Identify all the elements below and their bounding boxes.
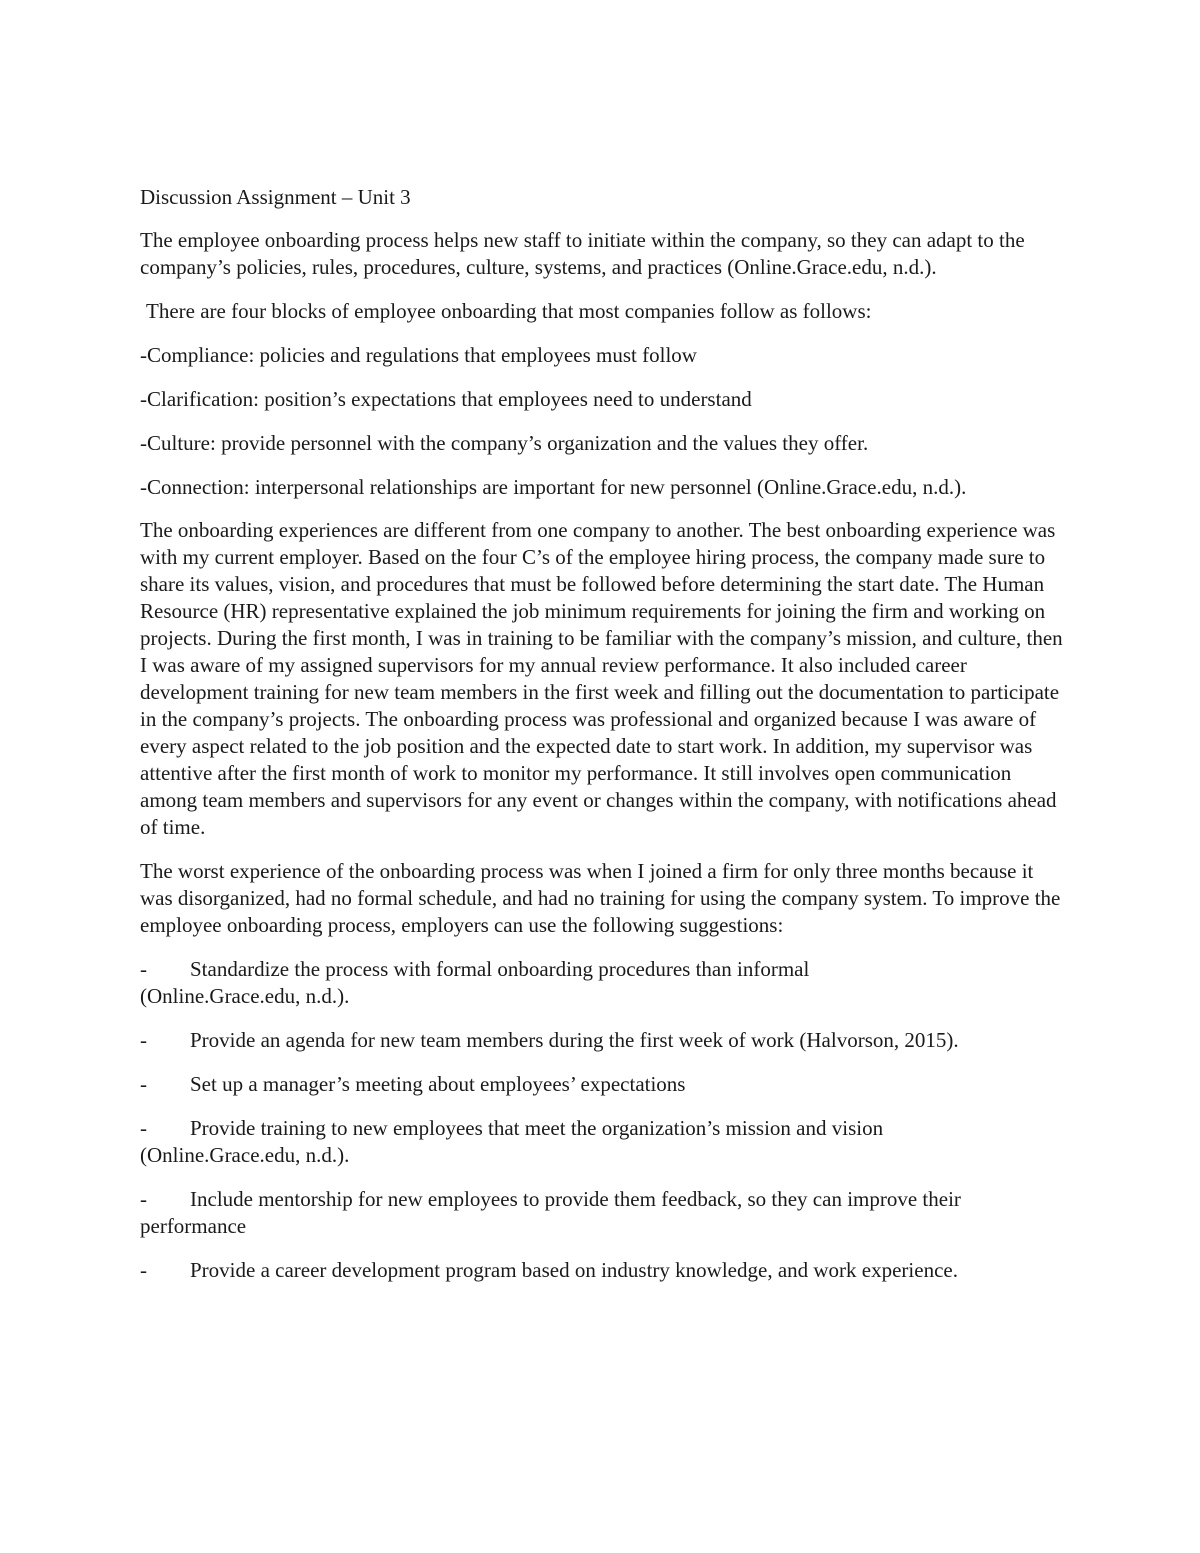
suggestion-item (140, 1186, 1065, 1240)
suggestion-text: Standardize the process with formal onboarding procedures than informal (190, 957, 810, 981)
bullet-dash: - (140, 1258, 147, 1282)
blocks-lead-paragraph: There are four blocks of employee onboarding that most companies follow as follows: (146, 299, 872, 323)
block-item-connection: -Connection: interpersonal relationships are important for new personnel (Online.Grace.edu, n.d.). (140, 475, 967, 499)
suggestion-item (140, 1027, 1065, 1054)
suggestion-item (140, 1115, 1065, 1169)
suggestion-item (140, 956, 1065, 1010)
bullet-dash: - (140, 1187, 147, 1211)
best-experience-paragraph: The onboarding experiences are different from one company to another. The best onboarding experience was with my current employer. Based on the four C’s of the employee hiring process, the company made sure to share its values, vision, and procedures that must be followed before determining the start date. The Human Resource (HR) representative explained the job minimum requirements for joining the firm and working on projects. During the first month, I was in training to be familiar with the company’s mission, and culture, then I was aware of my assigned supervisors for my annual review performance. It also included career development training for new team members in the first week and filling out the documentation to participate in the company’s projects. The onboarding process was professional and organized because I was aware of every aspect related to the job position and the expected date to start work. In addition, my supervisor was attentive after the first month of work to monitor my performance. It still involves open communication among team members and supervisors for any event or changes within the company, with notifications ahead of time. (140, 518, 1063, 839)
suggestion-text: Include mentorship for new employees to provide them feedback, so they can improve their performance (140, 1187, 961, 1238)
suggestion-item (140, 1257, 1065, 1284)
suggestion-citation: (Online.Grace.edu, n.d.). (140, 984, 350, 1008)
suggestion-text: Set up a manager’s meeting about employees’ expectations (190, 1072, 686, 1096)
bullet-dash: - (140, 957, 147, 981)
bullet-dash: - (140, 1028, 147, 1052)
bullet-dash: - (140, 1072, 147, 1096)
intro-paragraph: The employee onboarding process helps new staff to initiate within the company, so they can adapt to the company’s policies, rules, procedures, culture, systems, and practices (Online.Grace.edu, n.d.). (140, 228, 1025, 279)
document-title: Discussion Assignment – Unit 3 (140, 185, 411, 209)
bullet-dash: - (140, 1116, 147, 1140)
suggestion-item (140, 1071, 1065, 1098)
block-item-clarification: -Clarification: position’s expectations that employees need to understand (140, 387, 752, 411)
block-item-compliance: -Compliance: policies and regulations that employees must follow (140, 343, 697, 367)
suggestion-text: Provide training to new employees that meet the organization’s mission and vision (190, 1116, 884, 1140)
suggestion-citation: (Online.Grace.edu, n.d.). (140, 1143, 350, 1167)
suggestion-text: Provide a career development program based on industry knowledge, and work experience. (190, 1258, 958, 1282)
block-item-culture: -Culture: provide personnel with the company’s organization and the values they offer. (140, 431, 869, 455)
worst-experience-paragraph: The worst experience of the onboarding process was when I joined a firm for only three months because it was disorganized, had no formal schedule, and had no training for using the company system. To improve the employee onboarding process, employers can use the following suggestions: (140, 859, 1061, 937)
document-body (140, 184, 1065, 1301)
suggestion-text: Provide an agenda for new team members during the first week of work (Halvorson, 2015). (190, 1028, 959, 1052)
